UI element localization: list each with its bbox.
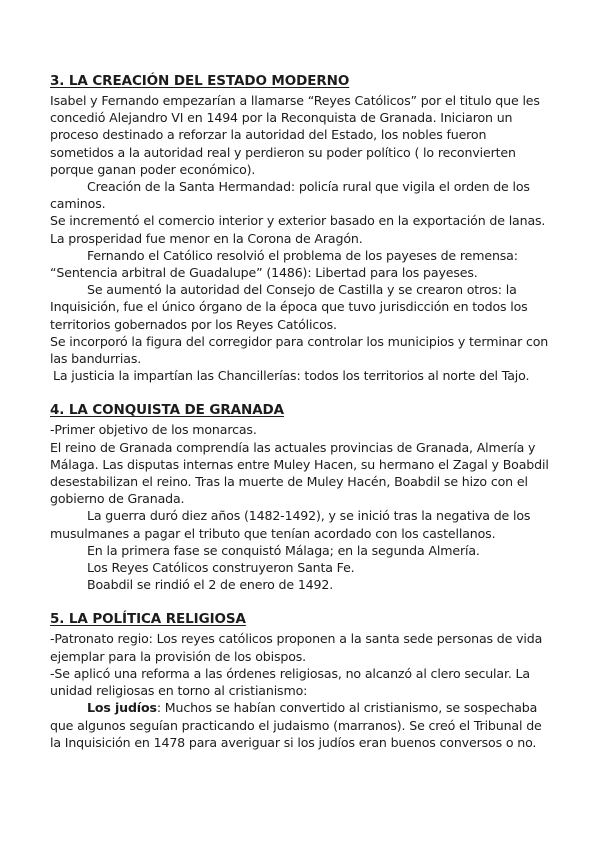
judios-text: : Muchos se habían convertido al cristianismo, se sospechaba que algunos seguían practicando el judaismo (marranos). Se creó el Tribunal de la Inquisición en 1478 para averiguar si los judíos eran buenos conversos o no.	[50, 700, 542, 750]
paragraph: Creación de la Santa Hermandad: policía rural que vigila el orden de los caminos.	[50, 179, 530, 212]
paragraph: La guerra duró diez años (1482-1492), y se inició tras la negativa de los musulmanes a pagar el tributo que tenían acordado con los castellanos.	[50, 508, 531, 541]
paragraph: El reino de Granada comprendía las actuales provincias de Granada, Almería y Málaga. Las disputas internas entre Muley Hacen, su hermano el Zagal y Boabdil desestabilizan el reino. Tras la muerte de Muley Hacén, Boabdil se hizo con el gobierno de Granada.	[50, 439, 549, 507]
paragraph: Se incorporó la figura del corregidor para controlar los municipios y terminar con las bandurrias.	[50, 333, 549, 367]
paragraph: “Sentencia arbitral de Guadalupe” (1486): Libertad para los payeses.	[50, 265, 478, 281]
paragraph: Se aumentó la autoridad del Consejo de Castilla y se crearon otros: la Inquisición, fue el único órgano de la época que tuvo jurisdicción en todos los territorios gobernados por los Reyes Católicos.	[50, 282, 528, 332]
paragraph: Isabel y Fernando empezarían a llamarse “Reyes Católicos” por el titulo que les concedió Alejandro VI en 1494 por la Reconquista de Granada. Iniciaron un proceso destinado a reforzar la autoridad del Estado, los nobles fueron sometidos a la autoridad real y perdieron su poder político ( lo reconvierten porque ganan poder económico).	[50, 93, 540, 177]
paragraph: -Se aplicó una reforma a las órdenes religiosas, no alcanzó al clero secular. La unidad religiosas en torno al cristianismo:	[50, 665, 530, 699]
paragraph: La prosperidad fue menor en la Corona de Aragón.	[50, 230, 363, 246]
section-heading: 5. LA POLÍTICA RELIGIOSA	[50, 611, 246, 628]
section-heading: 4. LA CONQUISTA DE GRANADA	[50, 402, 284, 419]
paragraph: La justicia la impartían las Chancillerías: todos los territorios al norte del Tajo.	[53, 368, 530, 384]
section-conquista-granada	[50, 400, 550, 593]
paragraph: Fernando el Católico resolvió el problema de los payeses de remensa:	[87, 247, 518, 263]
section-heading: 3. LA CREACIÓN DEL ESTADO MODERNO	[50, 73, 350, 89]
section-estado-moderno	[50, 71, 550, 384]
paragraph: Boabdil se rindió el 2 de enero de 1492.	[87, 577, 334, 593]
paragraph: -Patronato regio: Los reyes católicos proponen a la santa sede personas de vida ejemplar para la provisión de los obispos.	[50, 631, 543, 664]
judios-label: Los judíos	[87, 700, 157, 716]
paragraph-judios	[50, 699, 550, 751]
section-politica-religiosa	[50, 609, 550, 750]
paragraph: En la primera fase se conquistó Málaga; en la segunda Almería.	[87, 542, 480, 558]
paragraph: Se incrementó el comercio interior y exterior basado en la exportación de lanas.	[50, 213, 546, 229]
paragraph: -Primer objetivo de los monarcas.	[50, 422, 257, 438]
paragraph: Los Reyes Católicos construyeron Santa Fe.	[87, 560, 355, 576]
